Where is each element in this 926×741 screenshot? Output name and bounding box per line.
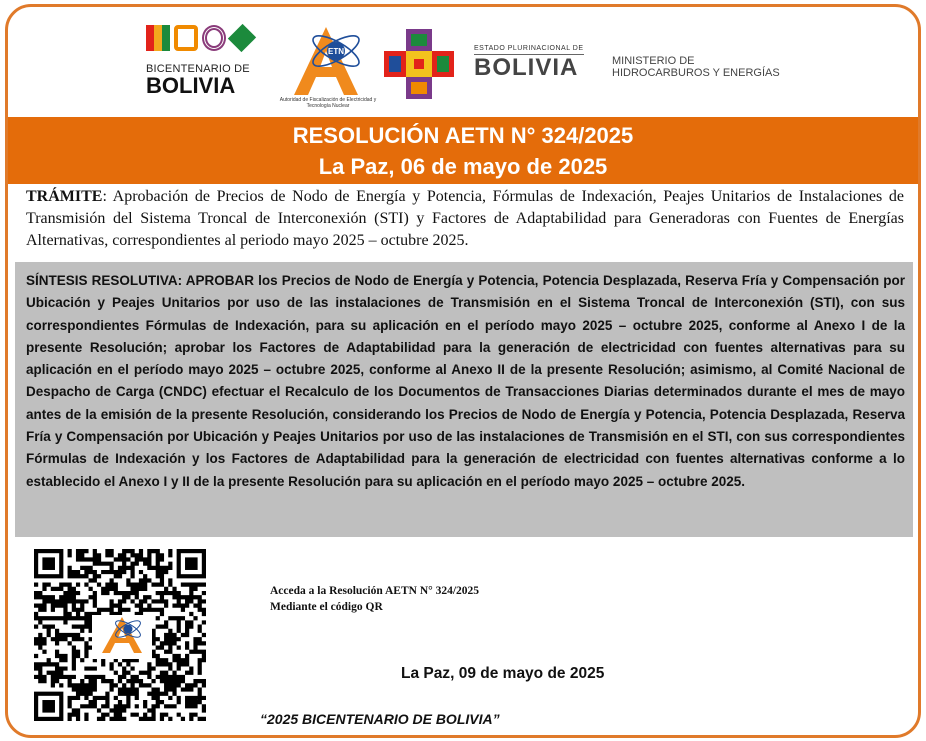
sintesis-resolutiva: SÍNTESIS RESOLUTIVA: APROBAR los Precios de Nodo de Energía y Potencia, Potencia Desplazada, Reserva Fría y Compensación por Ubicación y Peajes Unitarios por uso de las instalaciones de Transmisión en el Sistema Troncal de Interconexión (STI), con sus correspondientes Fórmulas de Indexación, para su aplicación en el período mayo 2025 – octubre 2025, conforme al Anexo I de la presente Resolución; aprobar los Factores de Adaptabilidad para la generación de electricidad con fuentes alternativas para su aplicación en el período mayo 2025 – octubre 2025, conforme al Anexo II de la presente Resolución; asimismo, al Comité Nacional de Despacho de Carga (CNDC) efectuar el Recalculo de los Documentos de Transacciones Diarias determinados durante el mes de mayo antes de la emisión de la presente Resolución, considerando los Precios de Nodo de Energía y Potencia, Potencia Desplazada, Reserva Fría y Compensación por Ubicación y Peajes Unitarios por uso de las instalaciones de Transmisión en el STI, con sus correspondientes Fórmulas de Indexación y los Factores de Adaptabilidad para la generación de electricidad con fuentes alternativas conforme a lo establecido el Anexo I y II de la presente Resolución para su aplicación en el período mayo 2025 – octubre 2025. [15, 262, 913, 537]
tramite-text: : Aprobación de Precios de Nodo de Energía y Potencia, Fórmulas de Indexación, Peajes Unitarios de Instalaciones de Transmisión del Sistema Troncal de Interconexión (STI) y Factores de Adaptabilidad para Generadoras con Fuentes de Energías Alternativas, correspondientes al periodo mayo 2025 – octubre 2025. [26, 188, 904, 249]
tramite-paragraph [26, 186, 904, 252]
publication-date: La Paz, 09 de mayo de 2025 [401, 665, 605, 682]
estado-plurinacional-logo: ESTADO PLURINACIONAL DE BOLIVIA [474, 45, 584, 81]
ministerio-label: MINISTERIO DE HIDROCARBUROS Y ENERGÍAS [612, 55, 780, 79]
svg-text:ETN: ETN [328, 47, 344, 56]
bicentenario-logo: BICENTENARIO DE BOLIVIA [146, 25, 258, 105]
aetn-qr-logo [92, 615, 152, 659]
resolution-header [8, 117, 918, 184]
qr-code[interactable] [28, 543, 213, 728]
resolution-title: RESOLUCIÓN AETN N° 324/2025 [292, 123, 634, 148]
resolution-date: La Paz, 06 de mayo de 2025 [318, 154, 608, 179]
bicentenario-motto: “2025 BICENTENARIO DE BOLIVIA” [260, 711, 500, 727]
logo-banner: BICENTENARIO DE BOLIVIA ETN Autoridad de Fiscalización de Electricidad y Tecnología Nuclear ESTADO PLURINACIONAL DE BOLIVIA MINISTERIO DE HIDROCARBUROS Y ENERGÍAS [126, 15, 794, 111]
resolution-card [5, 4, 921, 738]
aetn-logo [274, 21, 378, 109]
bolivia-wiphala-logo [384, 29, 454, 99]
tramite-label: TRÁMITE [26, 188, 103, 205]
qr-instructions: Acceda a la Resolución AETN N° 324/2025 Mediante el código QR [270, 585, 480, 613]
